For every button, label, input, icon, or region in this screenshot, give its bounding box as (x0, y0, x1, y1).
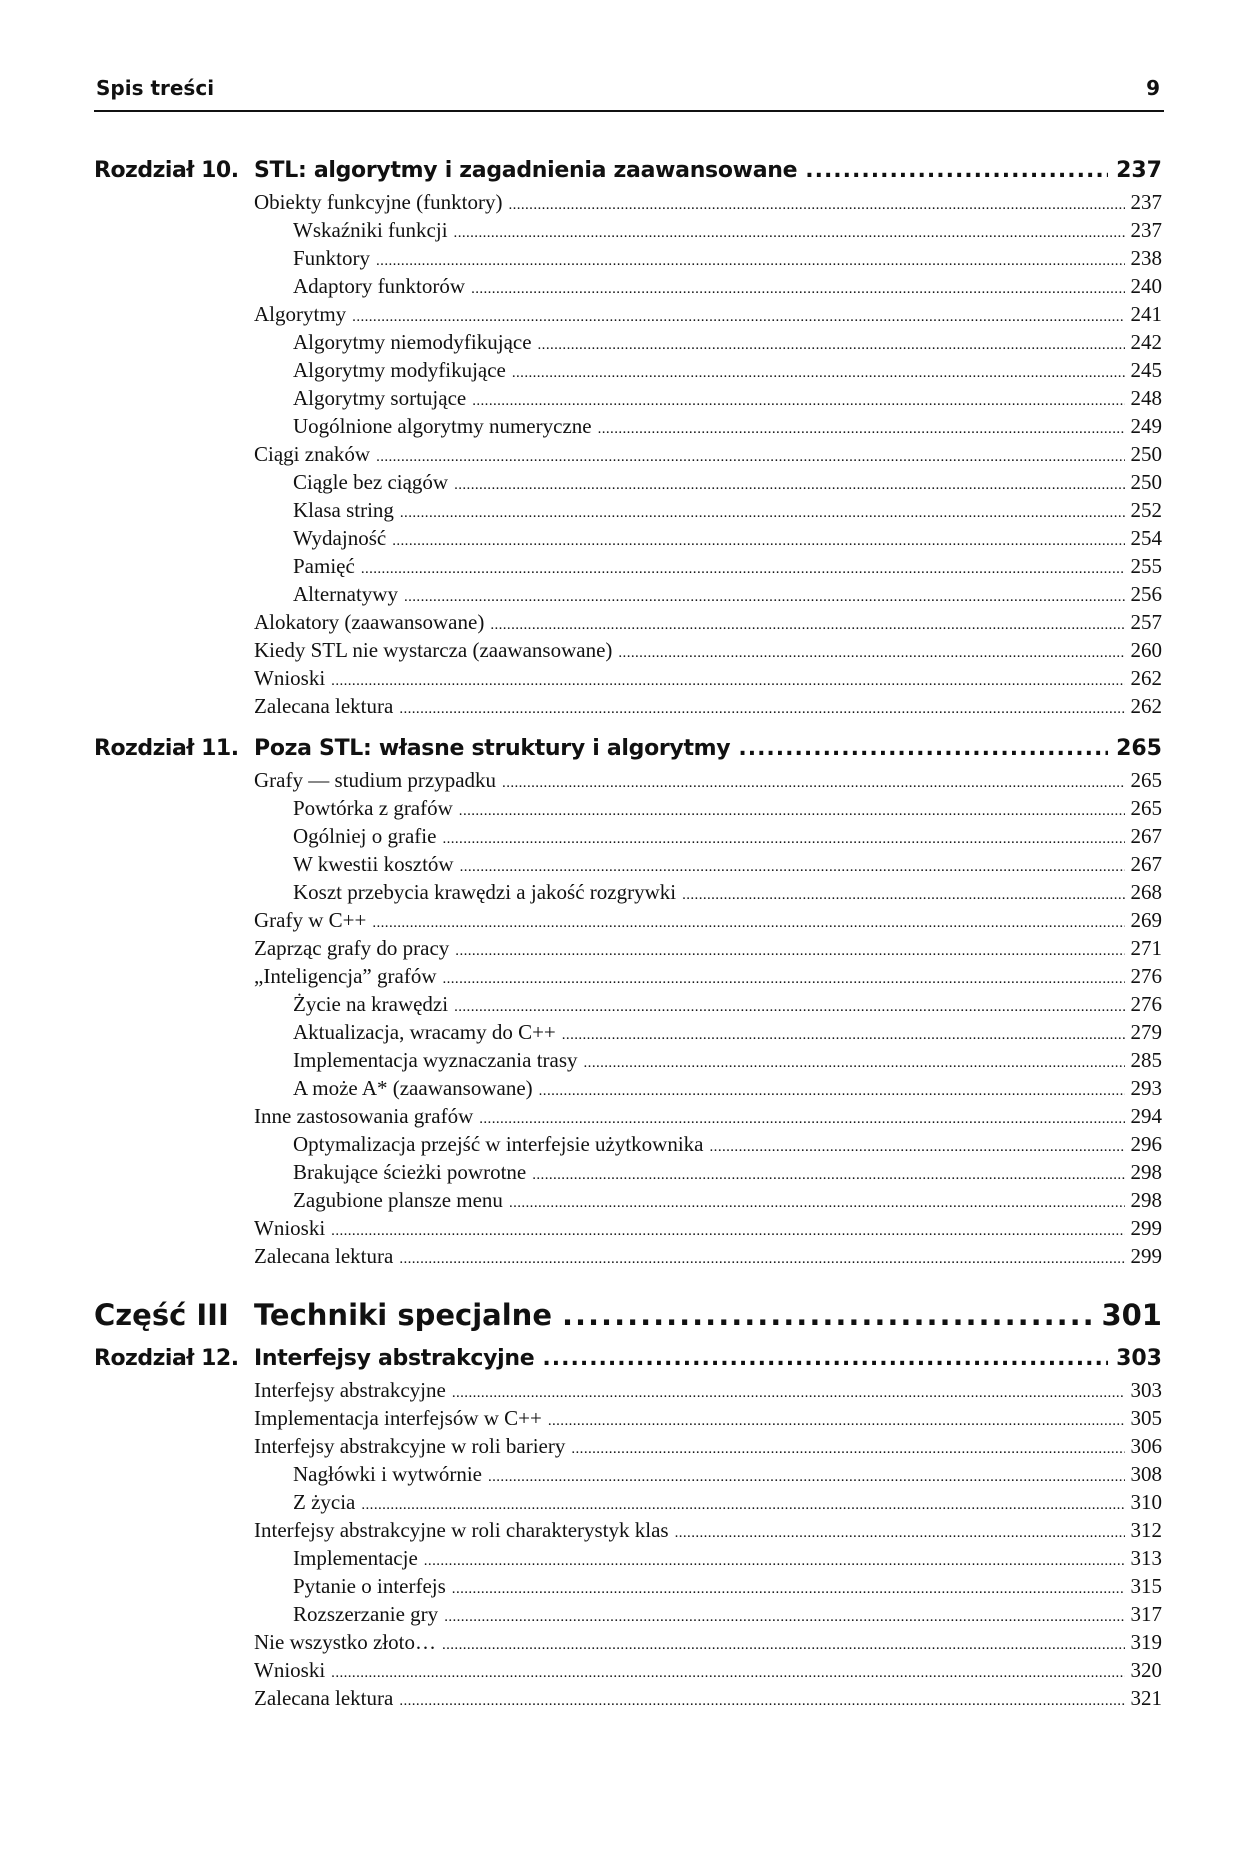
dot-leader (392, 533, 1124, 550)
chapter-label: Rozdział 12. (94, 1346, 239, 1371)
entry-title: Wnioski (254, 1658, 326, 1682)
dot-leader (442, 971, 1124, 988)
toc-entry (94, 302, 1162, 330)
dot-leader (562, 1298, 1091, 1332)
page-number: 268 (1130, 880, 1162, 904)
page-number: 265 (1130, 768, 1162, 792)
toc-subentry (94, 1020, 1162, 1048)
entry-title: Implementacja wyznaczania trasy (293, 1048, 578, 1072)
entry-title: Ogólniej o grafie (293, 824, 437, 848)
page-number: 269 (1130, 908, 1162, 932)
dot-leader (424, 1553, 1125, 1570)
toc-subentry (94, 1490, 1162, 1518)
toc-subentry (94, 824, 1162, 852)
dot-leader (508, 197, 1124, 214)
toc-subentry (94, 880, 1162, 908)
entry-title: Koszt przebycia krawędzi a jakość rozgrywki (293, 880, 677, 904)
entry-title: Alokatory (zaawansowane) (254, 610, 485, 634)
entry-title: Techniki specjalne (254, 1298, 552, 1332)
page-number: 321 (1130, 1686, 1162, 1710)
toc-list (94, 158, 1162, 1714)
entry-title: Grafy — studium przypadku (254, 768, 497, 792)
toc-subentry (94, 1462, 1162, 1490)
page-number: 262 (1130, 666, 1162, 690)
dot-leader (361, 1497, 1124, 1514)
entry-title: Wskaźniki funkcji (293, 218, 448, 242)
dot-leader (361, 561, 1125, 578)
page-number: 248 (1130, 386, 1162, 410)
page-number: 255 (1130, 554, 1162, 578)
page-number: 252 (1130, 498, 1162, 522)
chapter-label: Rozdział 10. (94, 158, 239, 183)
entry-title: Interfejsy abstrakcyjne w roli charakterystyk klas (254, 1518, 669, 1542)
page-number: 296 (1130, 1132, 1162, 1156)
header-page-number: 9 (1146, 76, 1160, 100)
entry-title: Z życia (293, 1490, 356, 1514)
toc-entry (94, 1406, 1162, 1434)
page-number: 267 (1130, 852, 1162, 876)
toc-entry (94, 1104, 1162, 1132)
dot-leader (512, 365, 1125, 382)
entry-title: Algorytmy niemodyfikujące (293, 330, 532, 354)
toc-subentry (94, 852, 1162, 880)
entry-title: Zagubione plansze menu (293, 1188, 503, 1212)
dot-leader (548, 1413, 1125, 1430)
toc-subentry (94, 1574, 1162, 1602)
toc-entry (94, 768, 1162, 796)
page-number: 265 (1116, 736, 1162, 761)
toc-subentry (94, 582, 1162, 610)
page-number: 240 (1130, 274, 1162, 298)
dot-leader (710, 1139, 1125, 1156)
dot-leader (454, 477, 1124, 494)
entry-title: Inne zastosowania grafów (254, 1104, 474, 1128)
dot-leader (571, 1441, 1124, 1458)
entry-title: Pamięć (293, 554, 355, 578)
page-number: 308 (1130, 1462, 1162, 1486)
toc-subentry (94, 554, 1162, 582)
section-gap (94, 722, 1162, 736)
page-number: 250 (1130, 442, 1162, 466)
toc-entry (94, 694, 1162, 722)
entry-title: Uogólnione algorytmy numeryczne (293, 414, 592, 438)
toc-entry (94, 190, 1162, 218)
entry-title: Zaprząc grafy do pracy (254, 936, 450, 960)
part-heading (94, 1298, 1162, 1346)
toc-subentry (94, 1160, 1162, 1188)
toc-subentry (94, 358, 1162, 386)
entry-title: „Inteligencja” grafów (254, 964, 437, 988)
chapter-heading (94, 1346, 1162, 1378)
toc-entry (94, 936, 1162, 964)
page-number: 237 (1116, 158, 1162, 183)
dot-leader (399, 701, 1124, 718)
page-number: 301 (1101, 1298, 1162, 1332)
entry-title: Pytanie o interfejs (293, 1574, 446, 1598)
entry-title: Adaptory funktorów (293, 274, 466, 298)
entry-title: Ciągle bez ciągów (293, 470, 449, 494)
header-title: Spis treści (96, 76, 215, 100)
dot-leader (805, 158, 1108, 183)
toc-entry (94, 638, 1162, 666)
toc-subentry (94, 1076, 1162, 1104)
toc-subentry (94, 246, 1162, 274)
entry-title: Obiekty funkcyjne (funktory) (254, 190, 503, 214)
toc-entry (94, 964, 1162, 992)
page-number: 299 (1130, 1216, 1162, 1240)
entry-title: Interfejsy abstrakcyjne (254, 1378, 446, 1402)
dot-leader (542, 1346, 1108, 1371)
toc-entry (94, 610, 1162, 638)
toc-subentry (94, 414, 1162, 442)
entry-title: Poza STL: własne struktury i algorytmy (254, 736, 731, 761)
toc-entry (94, 1434, 1162, 1462)
toc-subentry (94, 498, 1162, 526)
dot-leader (331, 673, 1124, 690)
toc-entry (94, 442, 1162, 470)
running-header (94, 74, 1164, 112)
toc-subentry (94, 526, 1162, 554)
page-number: 298 (1130, 1160, 1162, 1184)
entry-title: Implementacja interfejsów w C++ (254, 1406, 542, 1430)
dot-leader (539, 1083, 1125, 1100)
entry-title: Życie na krawędzi (293, 992, 449, 1016)
chapter-label: Rozdział 11. (94, 736, 239, 761)
entry-title: Powtórka z grafów (293, 796, 453, 820)
toc-subentry (94, 470, 1162, 498)
toc-subentry (94, 1188, 1162, 1216)
part-label: Część III (94, 1298, 229, 1332)
dot-leader (471, 281, 1124, 298)
dot-leader (459, 803, 1125, 820)
dot-leader (452, 1385, 1125, 1402)
entry-title: Wnioski (254, 1216, 326, 1240)
dot-leader (376, 253, 1124, 270)
dot-leader (442, 831, 1124, 848)
page-number: 315 (1130, 1574, 1162, 1598)
page-number: 249 (1130, 414, 1162, 438)
dot-leader (490, 617, 1124, 634)
dot-leader (444, 1609, 1124, 1626)
page-number: 303 (1116, 1346, 1162, 1371)
dot-leader (488, 1469, 1125, 1486)
dot-leader (331, 1223, 1124, 1240)
dot-leader (331, 1665, 1124, 1682)
toc-entry (94, 1216, 1162, 1244)
dot-leader (675, 1525, 1125, 1542)
page-number: 245 (1130, 358, 1162, 382)
page-number: 262 (1130, 694, 1162, 718)
toc-entry (94, 1630, 1162, 1658)
page-number: 285 (1130, 1048, 1162, 1072)
dot-leader (479, 1111, 1124, 1128)
dot-leader (738, 736, 1108, 761)
page-number: 276 (1130, 964, 1162, 988)
dot-leader (454, 225, 1125, 242)
toc-subentry (94, 796, 1162, 824)
chapter-heading (94, 736, 1162, 768)
dot-leader (532, 1167, 1124, 1184)
dot-leader (584, 1055, 1125, 1072)
page-number: 305 (1130, 1406, 1162, 1430)
dot-leader (562, 1027, 1125, 1044)
page-number: 298 (1130, 1188, 1162, 1212)
toc-entry (94, 908, 1162, 936)
entry-title: Rozszerzanie gry (293, 1602, 439, 1626)
page-number: 250 (1130, 470, 1162, 494)
toc-subentry (94, 1546, 1162, 1574)
entry-title: Zalecana lektura (254, 1244, 394, 1268)
page-number: 276 (1130, 992, 1162, 1016)
dot-leader (538, 337, 1125, 354)
page-number: 237 (1130, 190, 1162, 214)
entry-title: Brakujące ścieżki powrotne (293, 1160, 527, 1184)
entry-title: Optymalizacja przejść w interfejsie użytkownika (293, 1132, 704, 1156)
dot-leader (682, 887, 1124, 904)
page-number: 313 (1130, 1546, 1162, 1570)
chapter-heading (94, 158, 1162, 190)
toc-subentry (94, 330, 1162, 358)
page-number: 265 (1130, 796, 1162, 820)
dot-leader (452, 1581, 1125, 1598)
entry-title: Ciągi znaków (254, 442, 371, 466)
page-number: 271 (1130, 936, 1162, 960)
entry-title: Algorytmy modyfikujące (293, 358, 506, 382)
page-number: 279 (1130, 1020, 1162, 1044)
page-number: 257 (1130, 610, 1162, 634)
page-number: 299 (1130, 1244, 1162, 1268)
entry-title: Zalecana lektura (254, 694, 394, 718)
toc-subentry (94, 274, 1162, 302)
dot-leader (372, 915, 1124, 932)
entry-title: Wydajność (293, 526, 387, 550)
toc-subentry (94, 386, 1162, 414)
page-number: 317 (1130, 1602, 1162, 1626)
entry-title: W kwestii kosztów (293, 852, 454, 876)
dot-leader (455, 943, 1124, 960)
toc-entry (94, 1518, 1162, 1546)
entry-title: Nagłówki i wytwórnie (293, 1462, 482, 1486)
toc-entry (94, 1658, 1162, 1686)
page-number: 241 (1130, 302, 1162, 326)
dot-leader (352, 309, 1124, 326)
entry-title: Alternatywy (293, 582, 398, 606)
page-number: 256 (1130, 582, 1162, 606)
dot-leader (509, 1195, 1125, 1212)
page-number: 312 (1130, 1518, 1162, 1542)
toc-subentry (94, 992, 1162, 1020)
dot-leader (376, 449, 1124, 466)
toc-subentry (94, 1602, 1162, 1630)
entry-title: Funktory (293, 246, 371, 270)
page-number: 260 (1130, 638, 1162, 662)
page-number: 319 (1130, 1630, 1162, 1654)
dot-leader (598, 421, 1125, 438)
dot-leader (502, 775, 1124, 792)
entry-title: Interfejsy abstrakcyjne (254, 1346, 535, 1371)
entry-title: Klasa string (293, 498, 394, 522)
entry-title: Wnioski (254, 666, 326, 690)
page-number: 320 (1130, 1658, 1162, 1682)
entry-title: Algorytmy (254, 302, 347, 326)
entry-title: Grafy w C++ (254, 908, 367, 932)
dot-leader (399, 1251, 1124, 1268)
page-number: 254 (1130, 526, 1162, 550)
dot-leader (442, 1637, 1125, 1654)
entry-title: STL: algorytmy i zagadnienia zaawansowane (254, 158, 798, 183)
page-number: 303 (1130, 1378, 1162, 1402)
page-number: 306 (1130, 1434, 1162, 1458)
entry-title: Interfejsy abstrakcyjne w roli bariery (254, 1434, 566, 1458)
toc-entry (94, 1378, 1162, 1406)
page-number: 242 (1130, 330, 1162, 354)
dot-leader (618, 645, 1124, 662)
page-number: 238 (1130, 246, 1162, 270)
entry-title: Kiedy STL nie wystarcza (zaawansowane) (254, 638, 613, 662)
dot-leader (404, 589, 1125, 606)
page-number: 293 (1130, 1076, 1162, 1100)
page-number: 294 (1130, 1104, 1162, 1128)
dot-leader (454, 999, 1124, 1016)
toc-subentry (94, 1132, 1162, 1160)
entry-title: Algorytmy sortujące (293, 386, 467, 410)
entry-title: Nie wszystko złoto… (254, 1630, 436, 1654)
page-number: 267 (1130, 824, 1162, 848)
page-number: 310 (1130, 1490, 1162, 1514)
toc-subentry (94, 1048, 1162, 1076)
dot-leader (460, 859, 1125, 876)
entry-title: Implementacje (293, 1546, 418, 1570)
toc-subentry (94, 218, 1162, 246)
dot-leader (472, 393, 1124, 410)
page-number: 237 (1130, 218, 1162, 242)
toc-entry (94, 1686, 1162, 1714)
dot-leader (400, 505, 1125, 522)
entry-title: A może A* (zaawansowane) (293, 1076, 533, 1100)
entry-title: Aktualizacja, wracamy do C++ (293, 1020, 556, 1044)
entry-title: Zalecana lektura (254, 1686, 394, 1710)
toc-entry (94, 666, 1162, 694)
dot-leader (399, 1693, 1124, 1710)
toc-entry (94, 1244, 1162, 1272)
